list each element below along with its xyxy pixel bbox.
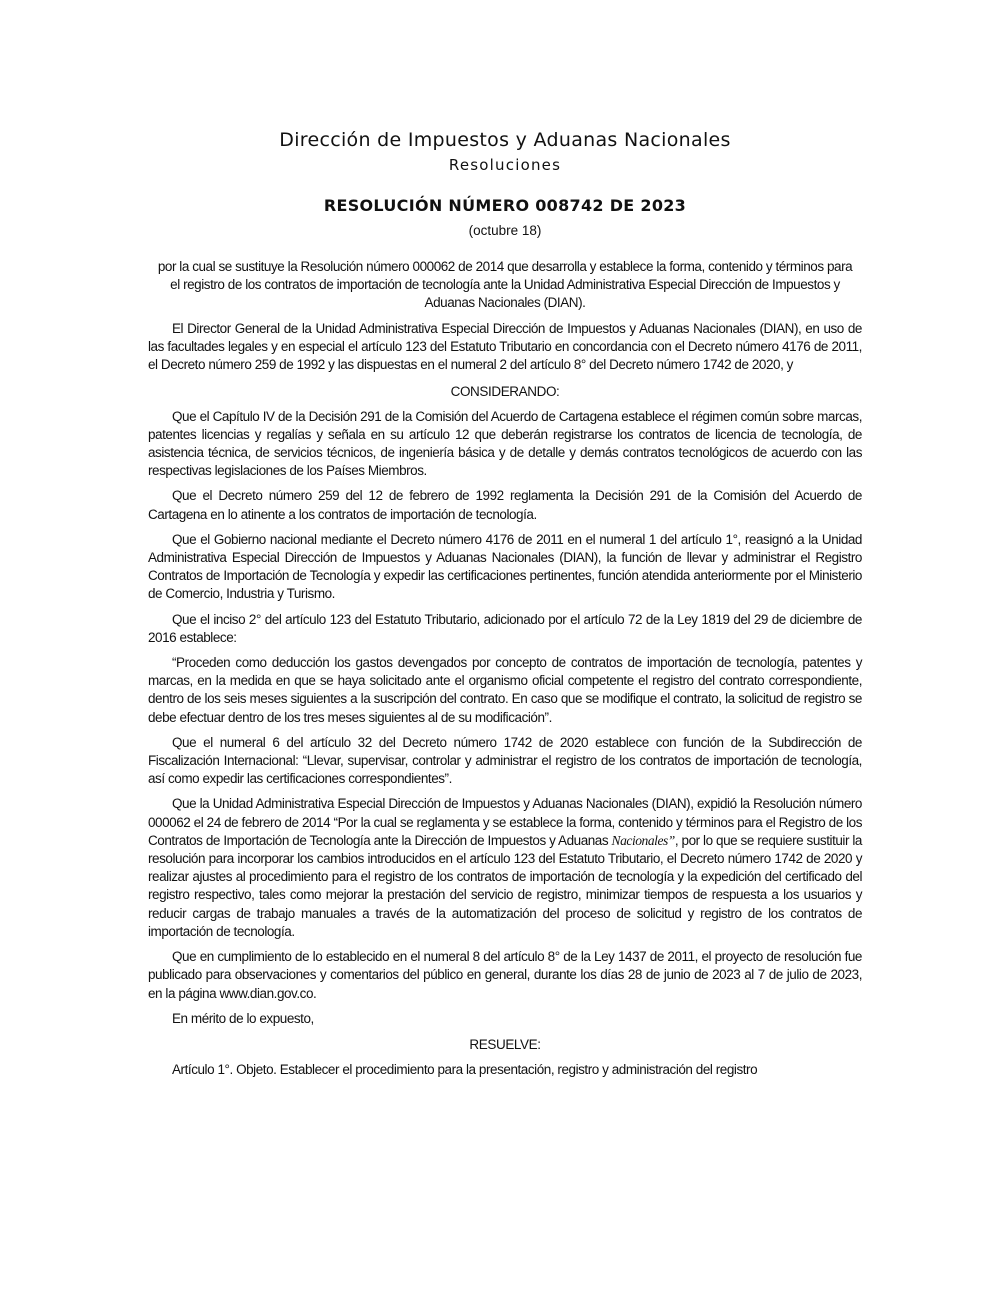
considerando-paragraph: Que el Gobierno nacional mediante el Decreto número 4176 de 2011 en el numeral 1 del artículo 1°, reasignó a la Unidad Administrativa Especial Dirección de Impuestos y Aduanas Nacionales (DIAN), la función de llevar y administrar el Registro Contratos de Importación de Tecnología y expedir las certificaciones pertinentes, función atendida anteriormente por el Ministerio de Comercio, Industria y Turismo. <box>148 531 862 602</box>
preamble: El Director General de la Unidad Administrativa Especial Dirección de Impuestos y Aduanas Nacionales (DIAN), en uso de las facultades legales y en especial el artículo 123 del Estatuto Tributario en concordancia con el Decreto número 4176 de 2011, el Decreto número 259 de 1992 y las dispuestas en el numeral 2 del artículo 8° del Decreto número 1742 de 2020, y <box>148 321 862 373</box>
institution-title: Dirección de Impuestos y Aduanas Nacionales <box>279 129 731 151</box>
resuelve-heading: RESUELVE: <box>469 1036 541 1052</box>
quoted-article: “Proceden como deducción los gastos devengados por concepto de contratos de importación de tecnología, patentes y marcas, en la medida en que se haya solicitado ante el organismo oficial competente el registro del contrato correspondiente, dentro de los seis meses siguientes a la suscripción del contrato. En caso que se modifique el contrato, la solicitud de registro se debe efectuar dentro de los tres meses siguientes al de su modificación”. <box>148 655 862 725</box>
articulo-1: Artículo 1°. Objeto. Establecer el procedimiento para la presentación, registro y administración del registro <box>172 1061 758 1077</box>
section-title: Resoluciones <box>448 156 562 174</box>
epigraph: por la cual se sustituye la Resolución número 000062 de 2014 que desarrolla y establece la forma, contenido y términos para el registro de los contratos de importación de tecnología ante la Unidad Administrativa Especial Dirección de Impuestos y Aduanas Nacionales (DIAN). <box>157 259 853 310</box>
considerando-paragraph: Que el numeral 6 del artículo 32 del Decreto número 1742 de 2020 establece con función de la Subdirección de Fiscalización Internacional: “Llevar, supervisar, controlar y administrar el registro de los contratos de importación de tecnología, así como expedir las certificaciones correspondientes”. <box>148 734 862 787</box>
dian-text-before: Que la Unidad Administrativa Especial Dirección de Impuestos y Aduanas Nacionales (DIAN), expidió la Resolución número 000062 el 24 de febrero de 2014 “Por la cual se reglamenta y se establece la forma, contenido y términos para el Registro de los Contratos de Importación de Tecnología ante la Dirección de Impuestos y Aduanas <box>148 796 862 848</box>
considerando-ley-paragraph: Que en cumplimiento de lo establecido en el numeral 8 del artículo 8° de la Ley 1437 de 2011, el proyecto de resolución fue publicado para observaciones y comentarios del público en general, durante los días 28 de junio de 2023 al 7 de julio de 2023, en la página www.dian.gov.co. <box>148 949 862 1001</box>
considerando-paragraph: Que el Decreto número 259 del 12 de febrero de 1992 reglamenta la Decisión 291 de la Comisión del Acuerdo de Cartagena en lo atinente a los contratos de importación de tecnología. <box>148 488 862 522</box>
merito-line: En mérito de lo expuesto, <box>172 1010 314 1026</box>
considerando-dian-paragraph <box>148 795 862 941</box>
considerando-heading: CONSIDERANDO: <box>450 383 560 399</box>
dian-text-italic: Nacionales” <box>611 832 675 848</box>
dian-text-after: , por lo que se requiere sustituir la resolución para incorporar los cambios introducidos en el artículo 123 del Estatuto Tributario, el Decreto número 1742 de 2020 y realizar ajustes al procedimiento para el registro de los contratos de importación de tecnología y la expedición del certificado del registro respectivo, tales como mejorar la prestación del servicio de registro, minimizar tiempos de respuesta a los usuarios y reducir cargas de trabajo manuales a través de la automatización del proceso de solicitud y registro de los contratos de importación de tecnología. <box>148 832 862 939</box>
resolution-number: RESOLUCIÓN NÚMERO 008742 DE 2023 <box>323 196 687 215</box>
considerando-paragraph: Que el Capítulo IV de la Decisión 291 de la Comisión del Acuerdo de Cartagena establece el régimen común sobre marcas, patentes licencias y regalías y señala en su artículo 12 que deberán registrarse los contratos de licencia de tecnología, de asistencia técnica, de servicios técnicos, de ingeniería básica y de detalle y demás contratos tecnológicos de acuerdo con las respectivas legislaciones de los Países Miembros. <box>148 408 862 479</box>
considerando-paragraph: Que el inciso 2° del artículo 123 del Estatuto Tributario, adicionado por el artículo 72 de la Ley 1819 del 29 de diciembre de 2016 establece: <box>148 611 862 645</box>
resolution-date: (octubre 18) <box>468 223 542 238</box>
document-page <box>148 128 862 1079</box>
